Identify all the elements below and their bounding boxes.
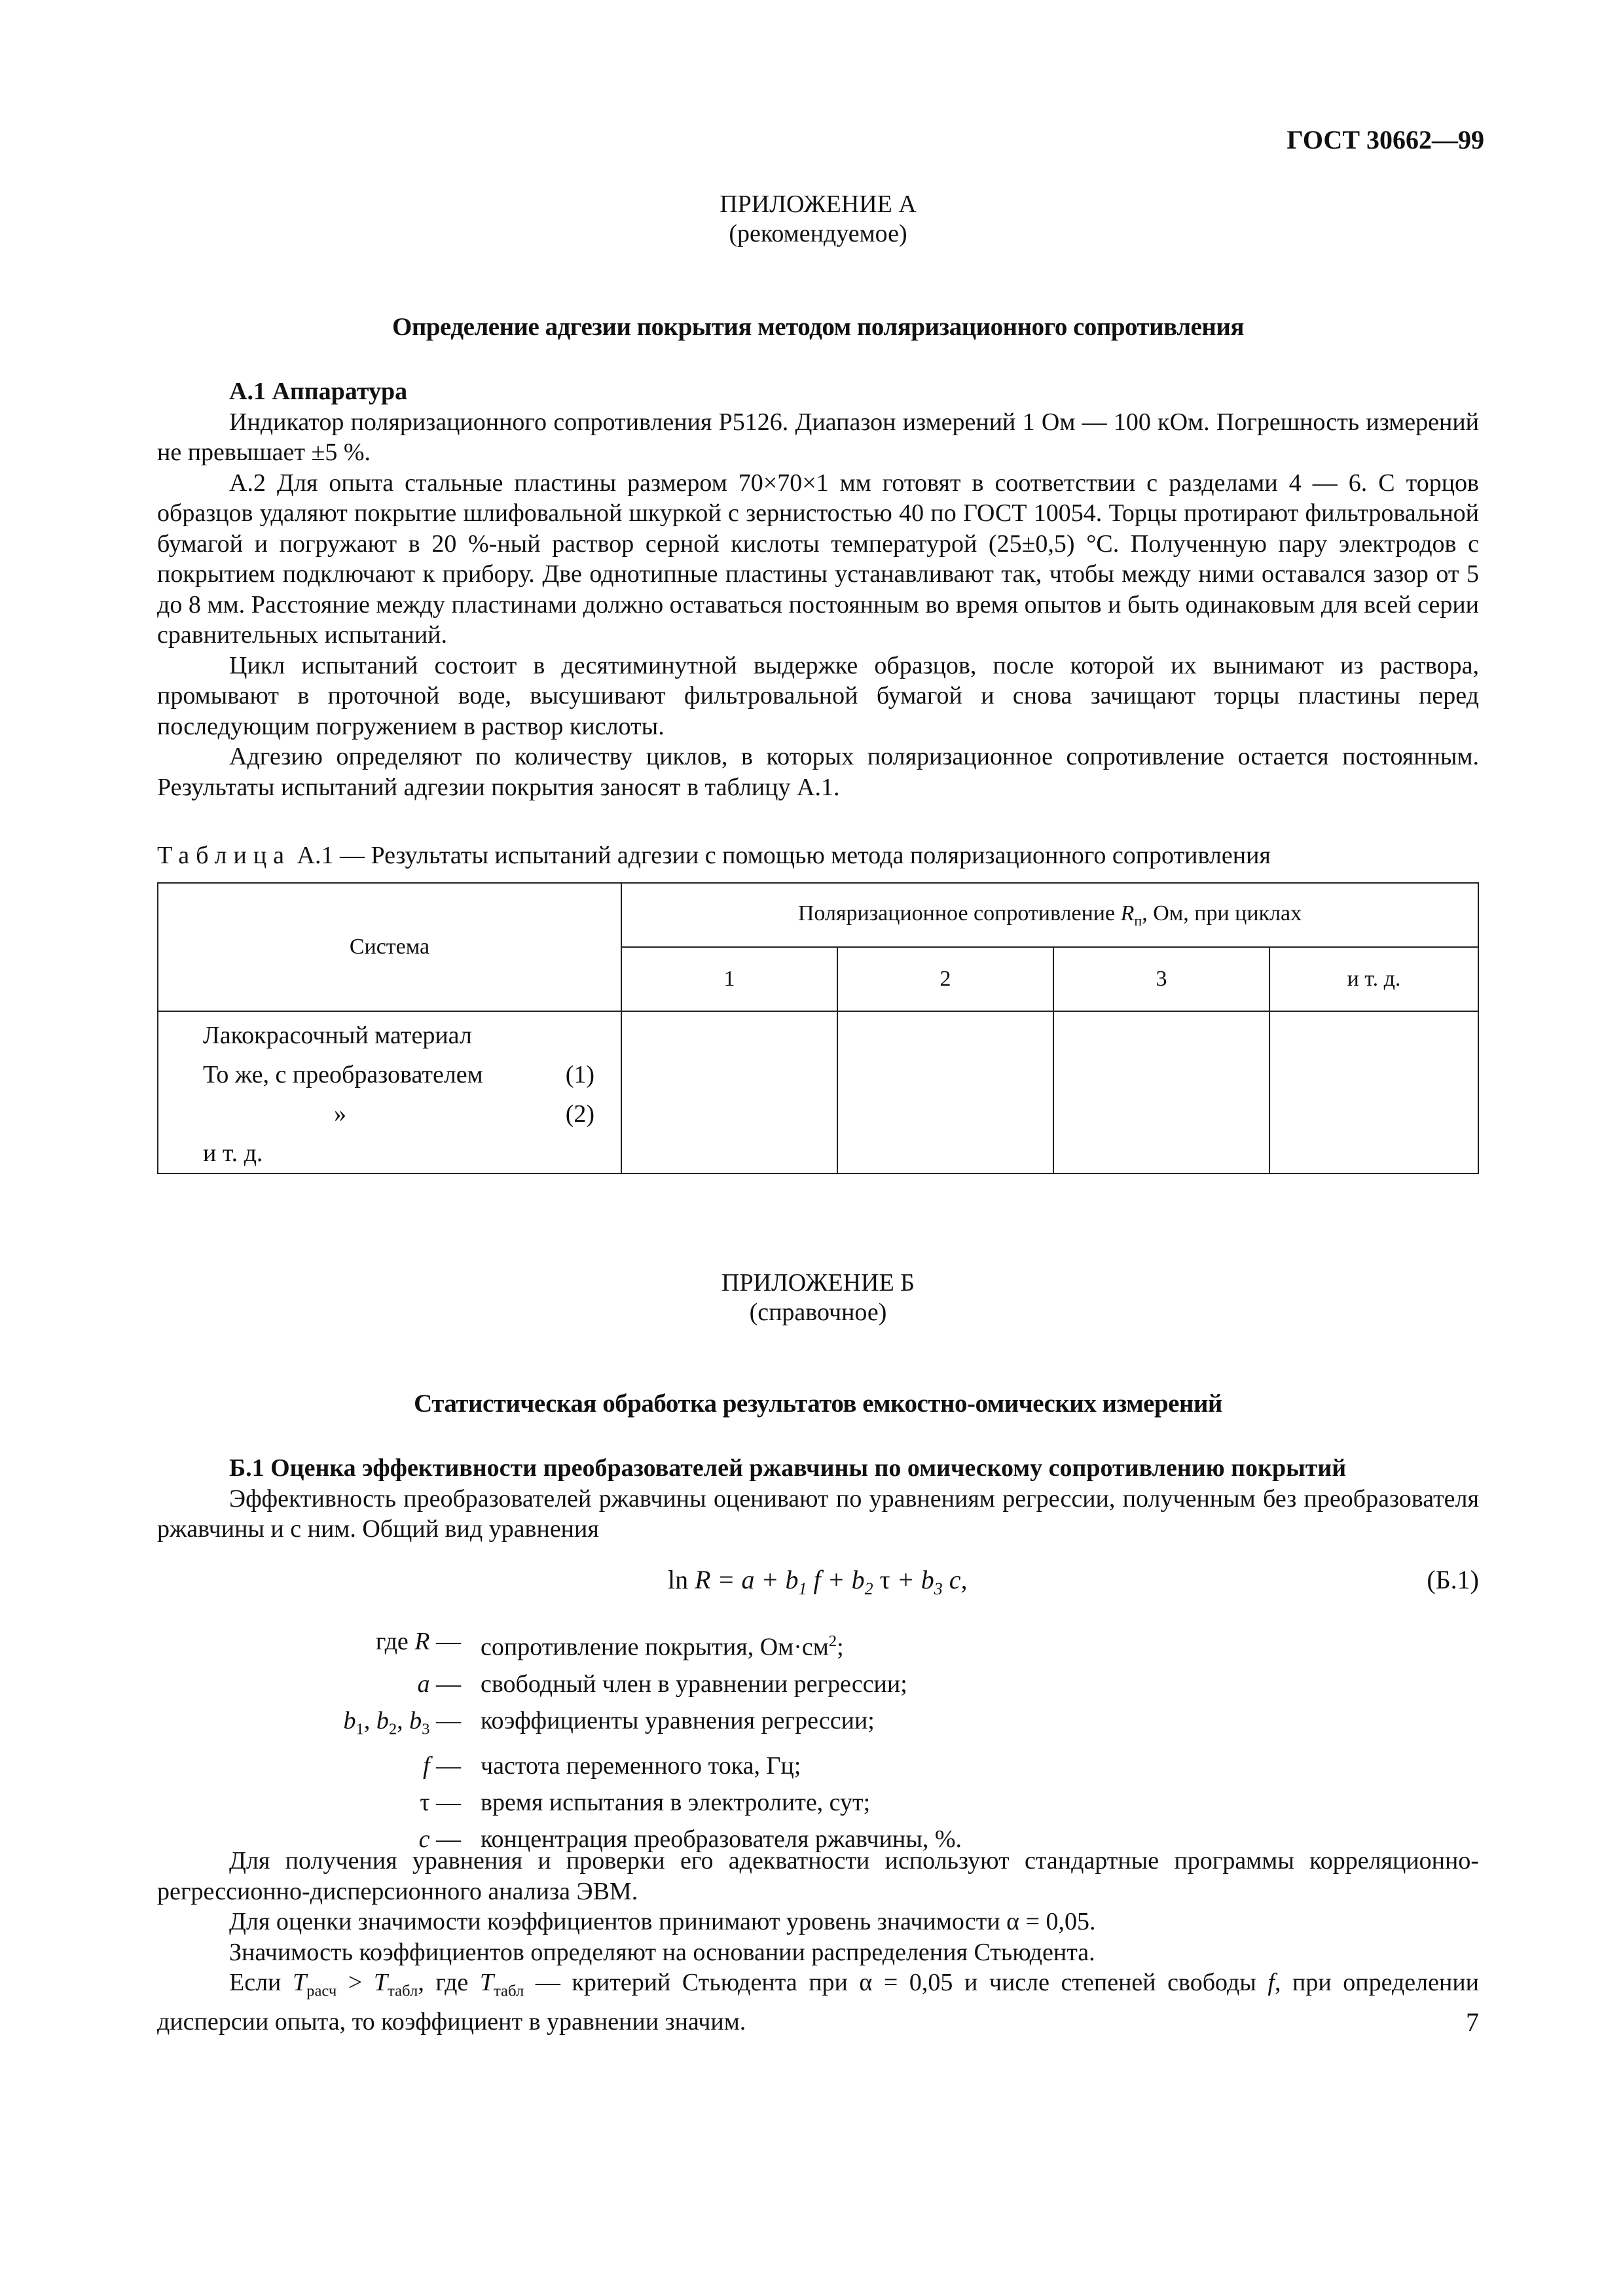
system-cell [158,1011,621,1174]
header-cycle-2: 2 [837,947,1053,1011]
formula-b1: $\ln R = a + b_1$ $f + b_2$ $\tau + b_3$ c, [668,1565,968,1598]
section-a1-label: А.1 Аппаратура [229,378,408,405]
table-a1 [157,882,1479,1174]
paragraph-significance-level: Для оценки значимости коэффициентов принимают уровень значимости α = 0,05. [229,1908,1096,1935]
adhesion-paragraph: Адгезию определяют по количеству циклов, в которых поляризационное сопротивление остается постоянным. Результаты испытаний адгезии покрытия заносят в таблицу А.1. [157,743,1479,801]
appendix-b-heading: Статистическая обработка результатов емкостно-омических измерений [414,1390,1222,1418]
section-b1-label: Б.1 Оценка эффективности преобразователей ржавчины по омическому сопротивлению покрытий [229,1454,1347,1482]
value-cell [621,1011,837,1174]
page-number: 7 [1466,2007,1479,2037]
definition-row: τ — время испытания в электролите, сут; [157,1784,962,1821]
section-b1 [157,1453,1479,1545]
definition-text: время испытания в электролите, сут; [481,1789,871,1817]
definition-row: где R — сопротивление покрытия, $Ом\cdot см^2$; [157,1623,962,1666]
group-header-pre: Поляризационное сопротивление [797,901,1121,925]
appendix-b-paragraphs [157,1846,1479,2037]
value-cell [1269,1011,1478,1174]
definition-row: $b_1$, $b_2$, $b_3$ — коэффициенты уравнения регрессии; [157,1702,962,1748]
appendix-a-heading: Определение адгезии покрытия методом поляризационного сопротивления [392,313,1244,341]
row-label: » [334,1100,346,1128]
definition-row: f — частота переменного тока, Гц; [157,1748,962,1784]
section-a2-text: А.2 Для опыта стальные пластины размером 70×70×1 мм готовят в соответствии с разделами 4 — 6. С торцов образцов удаляют покрытие шлифовальной шкуркой с зернистостью 40 по ГОСТ 10054. Торцы протирают фильтровальной бумагой и погружают в 20 %-ный раствор серной кислоты температурой (25±0,5) °С. Полученную пару электродов с покрытием подключают к прибору. Две однотипные пластины устанавливают так, чтобы между ними оставался зазор от 5 до 8 мм. Расстояние между пластинами должно оставаться постоянным во время опытов и быть одинаковым для всей серии сравнительных испытаний. [157,469,1479,649]
paragraph-criterion: Если $T_{расч} > T_{табл}$, где $T_{табл}$ — критерий Стьюдента при α = 0,05 и числе степеней свободы f, при определении дисперсии опыта, то коэффициент в уравнении значим. [157,1969,1479,2036]
row-label: Лакокрасочный материал [203,1022,472,1049]
table-row [203,1016,621,1055]
formula-number: (Б.1) [1427,1565,1479,1594]
group-header-post: , Ом, при циклах [1142,901,1302,925]
definition-text: сопротивление покрытия, $Ом\cdot см^2$; [481,1632,844,1661]
paragraph-programs: Для получения уравнения и проверки его адекватности используют стандартные программы корреляционно-регрессионно-дисперсионного анализа ЭВМ. [157,1847,1479,1905]
row-label: То же, с преобразователем [203,1061,483,1088]
table-caption-rest: А.1 — Результаты испытаний адгезии с помощью метода поляризационного сопротивления [297,842,1271,869]
definition-text: частота переменного тока, Гц; [481,1752,801,1780]
definition-row: c — концентрация преобразователя ржавчины, %. [157,1821,962,1857]
appendix-b-title: ПРИЛОЖЕНИЕ Б [721,1269,915,1297]
header-cycle-1: 1 [621,947,837,1011]
table-a1-caption [157,841,1271,870]
table-caption-word: Таблица [157,842,291,869]
header-resistance-group [621,883,1478,947]
appendix-a-subtitle: (рекомендуемое) [729,220,907,247]
paragraph-student: Значимость коэффициентов определяют на основании распределения Стьюдента. [229,1938,1095,1966]
cycle-paragraph: Цикл испытаний состоит в десятиминутной выдержке образцов, после которой их вынимают из раствора, промывают в проточной воде, высушивают фильтровальной бумагой и снова зачищают торцы пластины перед последующим погружением в раствор кислоты. [157,651,1479,740]
standard-number: ГОСТ 30662—99 [1286,125,1484,154]
row-num: (2) [565,1100,594,1128]
definition-row: a — свободный член в уравнении регрессии; [157,1666,962,1702]
section-b1-text: Эффективность преобразователей ржавчины оценивают по уравнениям регрессии, полученным без преобразователя ржавчины и с ним. Общий вид уравнения [157,1484,1479,1543]
table-row [203,1094,621,1134]
group-header-sub: п [1134,912,1142,929]
definition-text: коэффициенты уравнения регрессии; [481,1706,875,1734]
value-cell [837,1011,1053,1174]
row-num: (1) [565,1061,594,1088]
header-cycle-3: 3 [1053,947,1269,1011]
row-label: и т. д. [203,1139,263,1167]
where-word: где [375,1628,409,1655]
definition-text: концентрация преобразователя ржавчины, %. [481,1825,962,1854]
definitions-list [157,1623,962,1857]
section-a1-text: Индикатор поляризационного сопротивления Р5126. Диапазон измерений 1 Ом — 100 кОм. Погрешность измерений не превышает ±5 %. [157,408,1479,466]
header-system: Система [158,883,621,1011]
appendix-a-title: ПРИЛОЖЕНИЕ А [720,190,917,218]
table-row [203,1055,621,1094]
definition-text: свободный член в уравнении регрессии; [481,1670,907,1698]
appendix-b-subtitle: (справочное) [749,1299,887,1326]
group-header-symbol: R [1120,901,1135,925]
table-row [203,1134,621,1173]
value-cell [1053,1011,1269,1174]
header-cycle-etc: и т. д. [1269,947,1478,1011]
section-a1 [157,376,1479,802]
